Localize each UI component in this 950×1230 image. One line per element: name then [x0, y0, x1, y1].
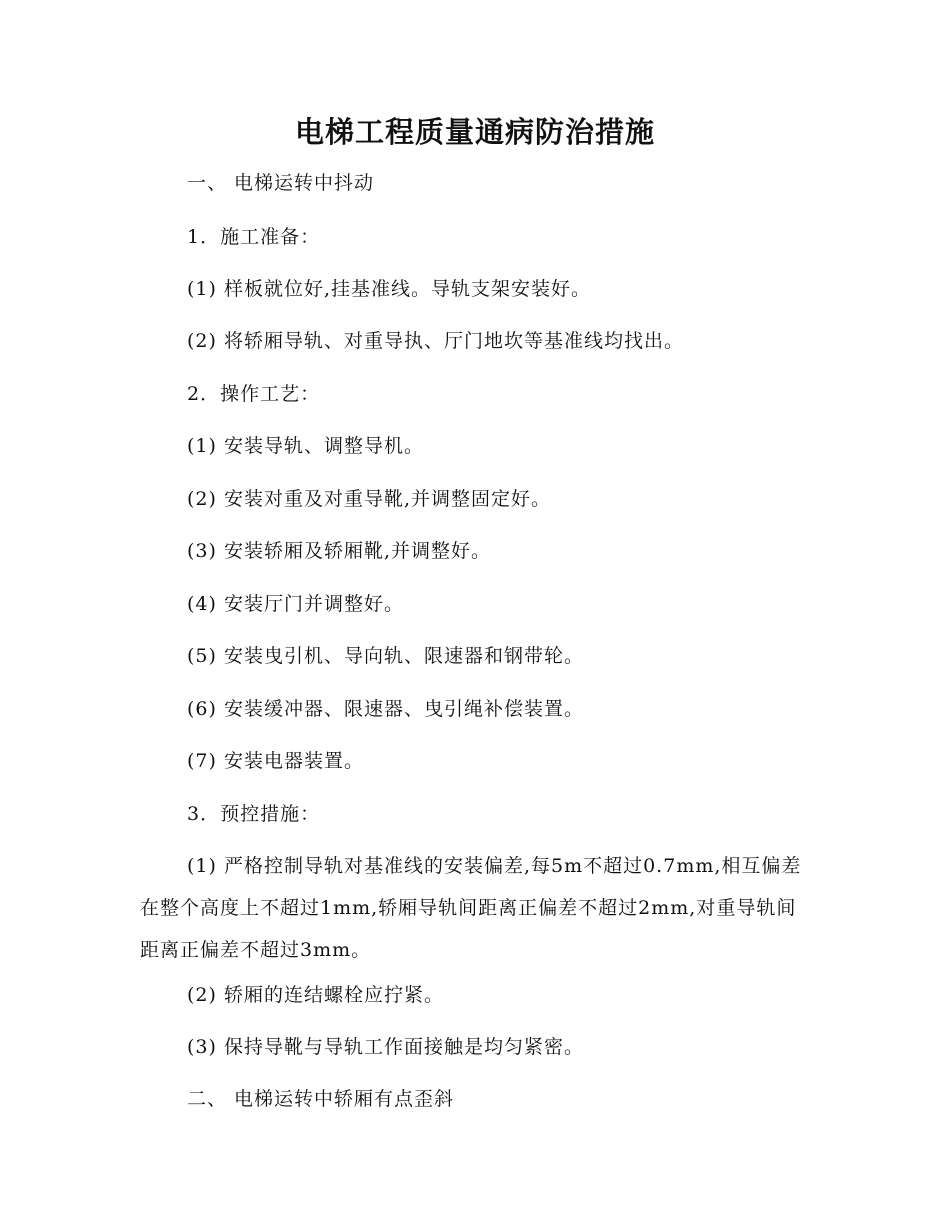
list-item: (2) 轿厢的连结螺栓应拧紧。 — [187, 984, 444, 1006]
list-item: (3) 安装轿厢及轿厢靴,并调整好。 — [187, 540, 491, 562]
list-item: (7) 安装电器装置。 — [187, 750, 364, 772]
subsection-heading: 2．操作工艺： — [187, 383, 321, 405]
subsection-heading: 3．预控措施： — [187, 803, 321, 825]
list-item: (4) 安装厅门并调整好。 — [187, 593, 404, 615]
list-item: (3) 保持导靴与导轨工作面接触是均匀紧密。 — [187, 1036, 584, 1058]
list-item: (6) 安装缓冲器、限速器、曳引绳补偿装置。 — [187, 698, 584, 720]
subsection-heading: 1．施工准备： — [187, 226, 321, 248]
list-item: (1) 安装导轨、调整导机。 — [187, 435, 424, 457]
document-title: 电梯工程质量通病防治措施 — [294, 115, 655, 149]
list-item: (1) 样板就位好,挂基准线。导轨支架安装好。 — [187, 278, 591, 300]
body-paragraph: (1) 严格控制导轨对基准线的安装偏差,每5m不超过0.7mm,相互偏差在整个高度上不超过1mm,轿厢导轨间距离正偏差不超过2mm,对重导轨间距离正偏差不超过3mm。 — [140, 855, 802, 961]
list-item: (2) 安装对重及对重导靴,并调整固定好。 — [187, 488, 551, 510]
list-item: (2) 将轿厢导轨、对重导执、厅门地坎等基准线均找出。 — [187, 330, 684, 352]
section-heading-2: 二、 电梯运转中轿厢有点歪斜 — [187, 1088, 455, 1110]
list-item: (5) 安装曳引机、导向轨、限速器和钢带轮。 — [187, 645, 584, 667]
section-heading-1: 一、 电梯运转中抖动 — [187, 172, 375, 194]
